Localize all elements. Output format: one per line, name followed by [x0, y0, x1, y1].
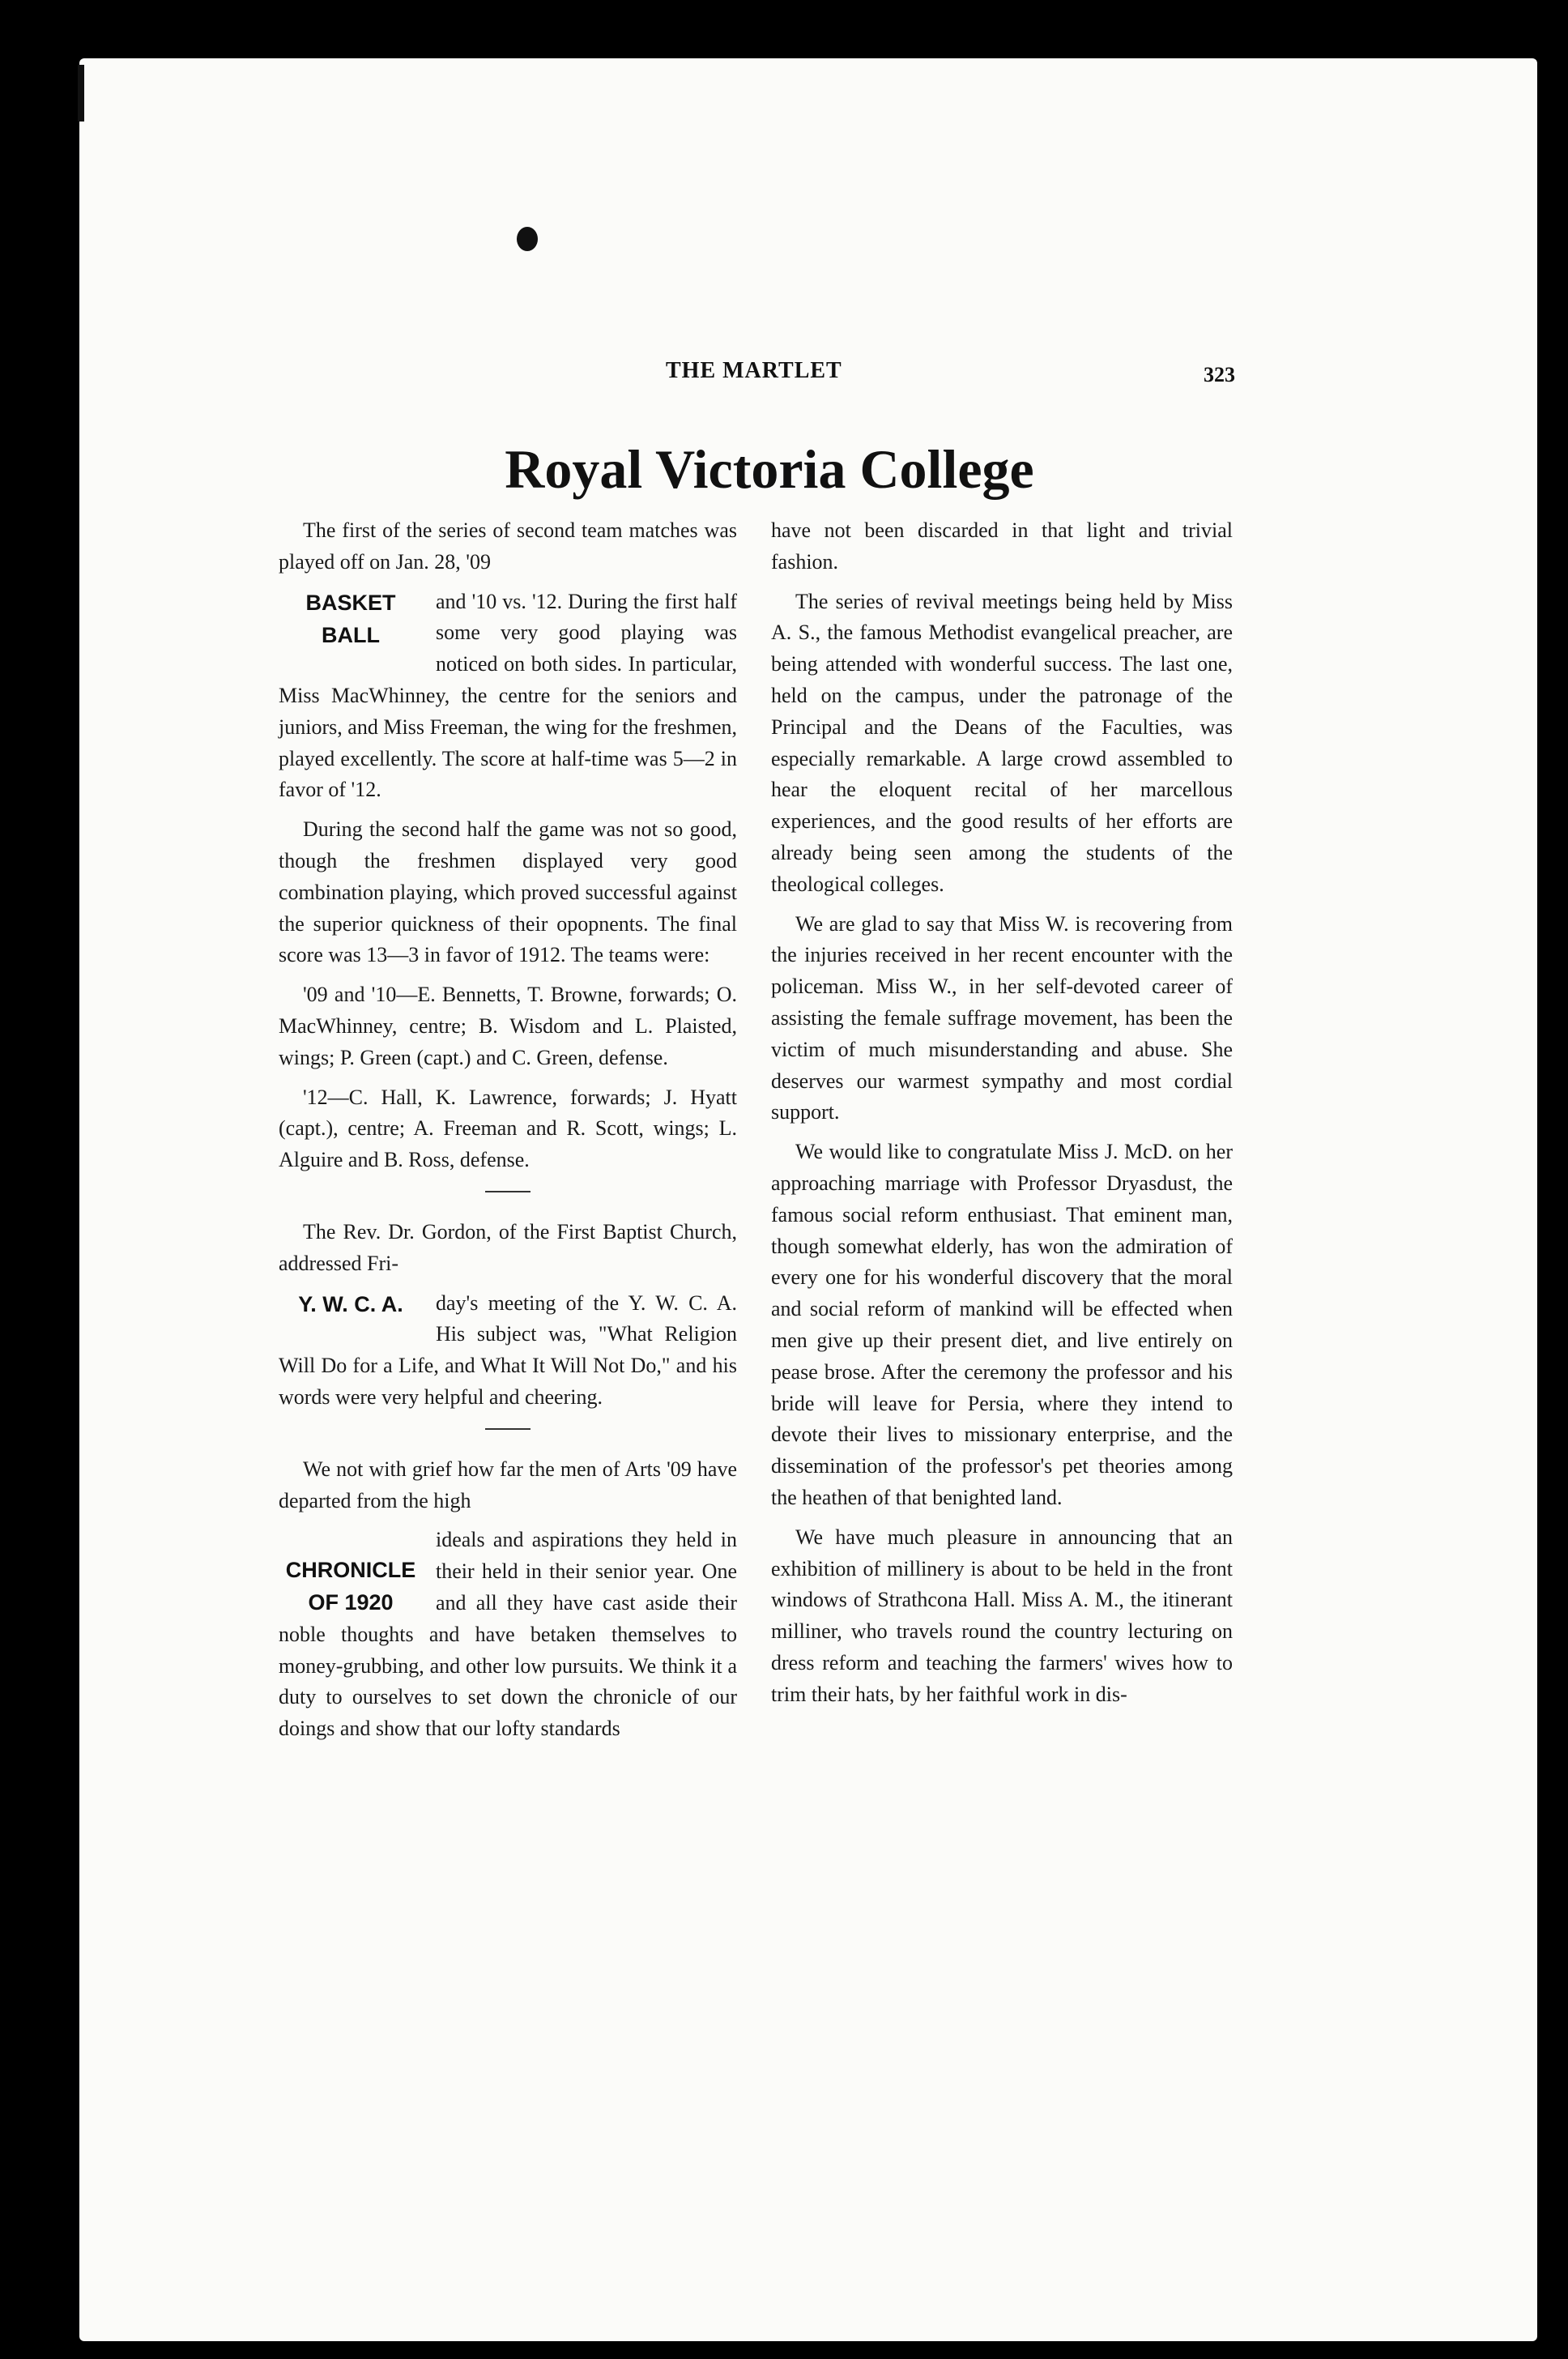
sidehead-basketball-line1: BASKET — [305, 590, 396, 615]
sidehead-chronicle-line1: CHRONICLE — [285, 1558, 416, 1583]
miss-w-paragraph: We are glad to say that Miss W. is recovering from the injuries received in her recent encounter with the policeman. Miss W., in her self-devoted career of assisting the female suffrage movement, has been the victim of much misunderstanding and abuse. She deserves our warmest sympathy and most cordial support. — [771, 911, 1233, 1124]
marriage-paragraph: We would like to congratulate Miss J. McD. on her approaching marriage with Professor Dryasdust, the famous social reform enthusiast. That eminent man, though somewhat elderly, has won the admiration of every one for his wonderful discovery that the moral and social reform of mankind will be effected when men give up their present diet, and live entirely on pease brose. After the ceremony the professor and his bride will leave for Persia, where they intend to devote their lives to missionary enterprise, and the dissemination of the professor's pet theories among the heathen of that benighted land. — [771, 1140, 1233, 1509]
article-title: Royal Victoria College — [505, 438, 1034, 500]
section-divider — [485, 1428, 530, 1430]
sidehead-basketball-line2: BALL — [322, 622, 380, 647]
chronicle-lead: We not with grief how far the men of Arts '09 have departed from the high — [279, 1457, 737, 1512]
basketball-teams-12: '12—C. Hall, K. Lawrence, forwards; J. Hyatt (capt.), centre; A. Freeman and R. Scott, wings; L. Alguire and B. Ross, defense. — [279, 1085, 737, 1172]
ywca-paragraph: day's meeting of the Y. W. C. A. His subject was, "What Religion Will Do for a Life, and What It Will Not Do," and his words were very helpful and cheering. — [279, 1290, 737, 1409]
chronicle-continued: have not been discarded in that light and trivial fashion. — [771, 518, 1233, 574]
ywca-lead: The Rev. Dr. Gordon, of the First Baptist Church, addressed Fri- — [279, 1219, 737, 1275]
left-column — [279, 515, 737, 1753]
sidehead-basketball — [272, 587, 429, 651]
running-head: THE MARTLET — [666, 358, 842, 383]
basketball-paragraph-2: During the second half the game was not so good, though the freshmen displayed very good combination playing, which proved successful against the superior quickness of their opopnents. The final score was 13—3 in favor of 1912. The teams were: — [279, 817, 737, 967]
sidehead-ywca: Y. W. C. A. — [298, 1291, 403, 1316]
page-number: 323 — [1204, 363, 1235, 386]
basketball-lead: The first of the series of second team matches was played off on Jan. 28, '09 — [279, 518, 737, 574]
basketball-paragraph-1: and '10 vs. '12. During the first half some very good playing was noticed on both sides. In particular, Miss MacWhinney, the centre for the seniors and juniors, and Miss Freeman, the wing for the freshmen, played excellently. The score at half-time was 5—2 in favor of '12. — [279, 589, 737, 802]
ink-dot — [517, 227, 538, 251]
binding-edge-mark — [78, 65, 84, 122]
millinery-paragraph: We have much pleasure in announcing that an exhibition of millinery is about to be held in the front windows of Strathcona Hall. Miss A. M., the itinerant milliner, who travels round the country lecturing on dress reform and teaching the farmers' wives how to trim their hats, by her faithful work in dis- — [771, 1525, 1233, 1706]
sidehead-chronicle-line2: OF 1920 — [308, 1590, 394, 1615]
revival-meetings-paragraph: The series of revival meetings being held by Miss A. S., the famous Methodist evangelical preacher, are being attended with wonderful success. The last one, held on the campus, under the patronage of the Principal and the Deans of the Faculties, was especially remarkable. A large crowd assembled to hear the eloquent recital of her marcellous experiences, and the good results of her efforts are already being seen among the students of the theological colleges. — [771, 589, 1233, 896]
section-divider — [485, 1191, 530, 1192]
chronicle-paragraph: ideals and aspirations they held in their held in their senior year. One and all they have cast aside their noble thoughts and have betaken themselves to money-grubbing, and other low pursuits. We think it a duty to ourselves to set down the chronicle of our doings and show that our lofty standards — [279, 1528, 737, 1741]
basketball-teams-09-10: '09 and '10—E. Bennetts, T. Browne, forwards; O. MacWhinney, centre; B. Wisdom and L. Plaisted, wings; P. Green (capt.) and C. Green, defense. — [279, 983, 737, 1069]
right-column — [771, 515, 1233, 1718]
sidehead-chronicle — [272, 1554, 429, 1619]
